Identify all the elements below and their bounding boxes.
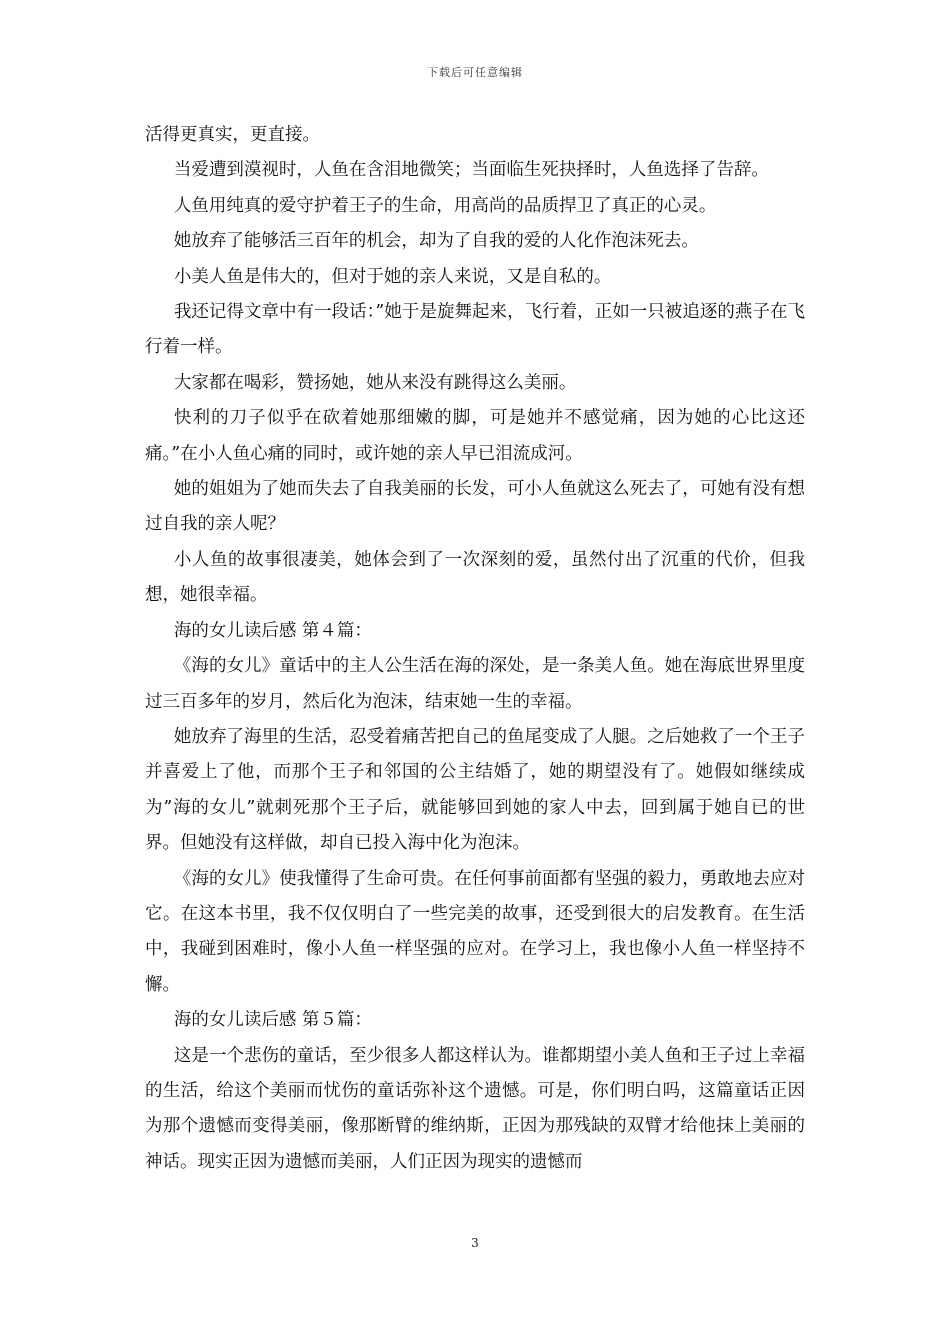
paragraph: 小美人鱼是伟大的，但对于她的亲人来说，又是自私的。 — [173, 266, 612, 287]
section-heading: 海的女儿读后感 第４篇： — [173, 620, 372, 641]
paragraph: 活得更真实，更直接。 — [145, 125, 320, 145]
paragraph: 她放弃了海里的生活，忍受着痛苦把自己的鱼尾变成了人腿。之后她救了一个王子并喜爱上了他，而那个王子和邻国的公主结婚了，她的期望没有了。她假如继续成为”海的女儿”就刺死那个王子后，就能够回到她的家人中去，回到属于她自已的世界。但她没有这样做，却自已投入海中化为泡沫。 — [145, 726, 805, 854]
paragraph: 她的姐姐为了她而失去了自我美丽的长发，可小人鱼就这么死去了，可她有没有想过自我的亲人呢？ — [145, 479, 805, 535]
paragraph: 她放弃了能够活三百年的机会，却为了自我的爱的人化作泡沫死去。 — [173, 231, 699, 252]
paragraph: 这是一个悲伤的童话，至少很多人都这样认为。谁都期望小美人鱼和王子过上幸福的生活，给这个美丽而忧伤的童话弥补这个遗憾。可是，你们明白吗，这篇童话正因为那个遗憾而变得美丽，像那断臂的维纳斯，正因为那残缺的双臂才给他抹上美丽的神话。现实正因为遗憾而美丽，人们正因为现实的遗憾而 — [145, 1045, 805, 1172]
paragraph: 快利的刀子似乎在砍着她那细嫩的脚，可是她并不感觉痛，因为她的心比这还痛。”在小人鱼心痛的同时，或许她的亲人早已泪流成河。 — [145, 408, 805, 464]
paragraph: 人鱼用纯真的爱守护着王子的生命，用高尚的品质捍卫了真正的心灵。 — [173, 195, 717, 216]
document-body — [145, 118, 805, 1180]
page-header: 下载后可任意编辑 — [427, 66, 523, 79]
section-heading: 海的女儿读后感 第５篇： — [173, 1010, 372, 1031]
paragraph: 大家都在喝彩，赞扬她，她从来没有跳得这么美丽。 — [173, 372, 577, 393]
paragraph: 《海的女儿》使我懂得了生命可贵。在任何事前面都有坚强的毅力，勇敢地去应对它。在这本书里，我不仅仅明白了一些完美的故事，还受到很大的启发教育。在生活中，我碰到困难时，像小人鱼一样坚强的应对。在学习上，我也像小人鱼一样坚持不懈。 — [145, 868, 805, 995]
page-number: 3 — [471, 1236, 479, 1250]
paragraph: 当爱遭到漠视时，人鱼在含泪地微笑；当面临生死抉择时，人鱼选择了告辞。 — [173, 160, 769, 181]
paragraph: 我还记得文章中有一段话：”她于是旋舞起来，飞行着，正如一只被追逐的燕子在飞行着一样。 — [145, 302, 805, 358]
paragraph: 小人鱼的故事很凄美，她体会到了一次深刻的爱，虽然付出了沉重的代价，但我想，她很幸福。 — [145, 549, 805, 606]
paragraph: 《海的女儿》童话中的主人公生活在海的深处，是一条美人鱼。她在海底世界里度过三百多年的岁月，然后化为泡沫，结束她一生的幸福。 — [145, 656, 805, 712]
